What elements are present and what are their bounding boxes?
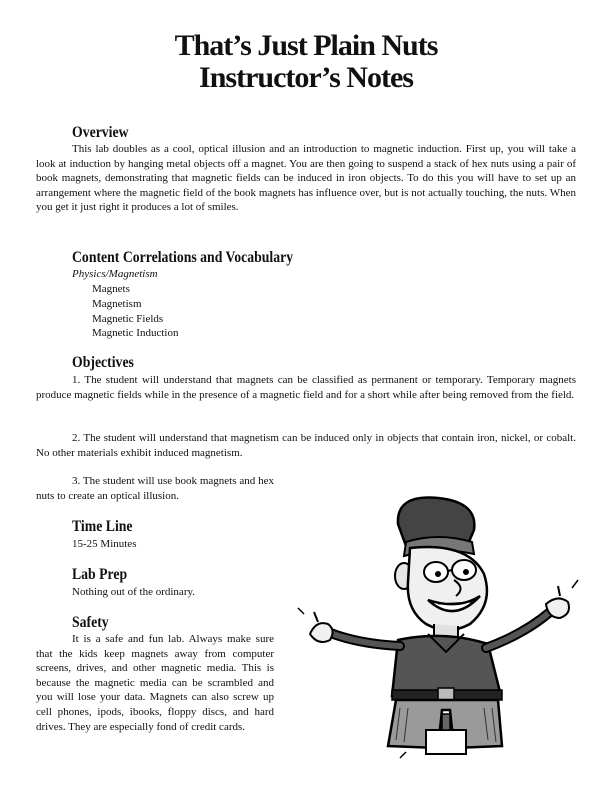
page-subtitle: Instructor’s Notes [199,61,413,94]
safety-text: It is a safe and fun lab. Always make sure that the kids keep magnets away from computer screens, drives, and other magnetic media. This is because the magnetic media can be scrambled and you will lose your data. Magnets can also screw up cell phones, ipods, ibooks, floppy discs, and hard drives. They are especially fond of credit cards. [36,633,274,733]
objective-3 [36,474,274,503]
timeline-text: 15-25 Minutes [72,538,137,550]
content-heading: Content Correlations and Vocabulary [72,249,294,266]
content-subject: Physics/Magnetism [72,268,158,280]
vocab-item: Magnetic Fields [92,312,164,325]
objectives-heading: Objectives [72,354,134,371]
safety-paragraph [36,632,274,734]
objective-3-text: 3. The student will use book magnets and hex nuts to create an optical illusion. [36,475,274,502]
objective-2 [36,431,576,460]
vocab-item: Magnets [92,283,130,295]
labprep-text: Nothing out of the ordinary. [72,586,196,598]
objective-1-text: 1. The student will understand that magnets can be classified as permanent or temporary. Temporary magnets produce magnetic fields while in the presence of a magnetic field and for a short while after being removed from the field. [36,374,576,401]
objective-2-text: 2. The student will understand that magnetism can be induced only in objects that contain iron, nickel, or cobalt. No other materials exhibit induced magnetism. [36,432,576,459]
safety-heading: Safety [72,614,109,631]
timeline-heading: Time Line [72,518,133,535]
overview-heading: Overview [72,124,129,141]
overview-paragraph [36,142,576,215]
vocabulary-list [92,282,178,341]
labprep-heading: Lab Prep [72,566,128,583]
objective-1 [36,373,576,402]
page-title: That’s Just Plain Nuts [174,29,438,62]
overview-text: This lab doubles as a cool, optical illusion and an introduction to magnetic induction. First up, you will take a look at induction by hanging metal objects off a magnet. You are then going to suspend a stack of hex nuts using a pair of book magnets, demonstrating that magnetic fields can be induced in iron objects. To do this you will have to set up an arrangement where the magnetic field of the book magnets has influence over, but is not actually touching, the nuts. When you get it just right it produces a lot of smiles. [36,143,576,214]
cartoon-scientist-icon [288,484,588,760]
vocab-item: Magnetism [92,297,142,310]
vocab-item: Magnetic Induction [92,327,179,340]
